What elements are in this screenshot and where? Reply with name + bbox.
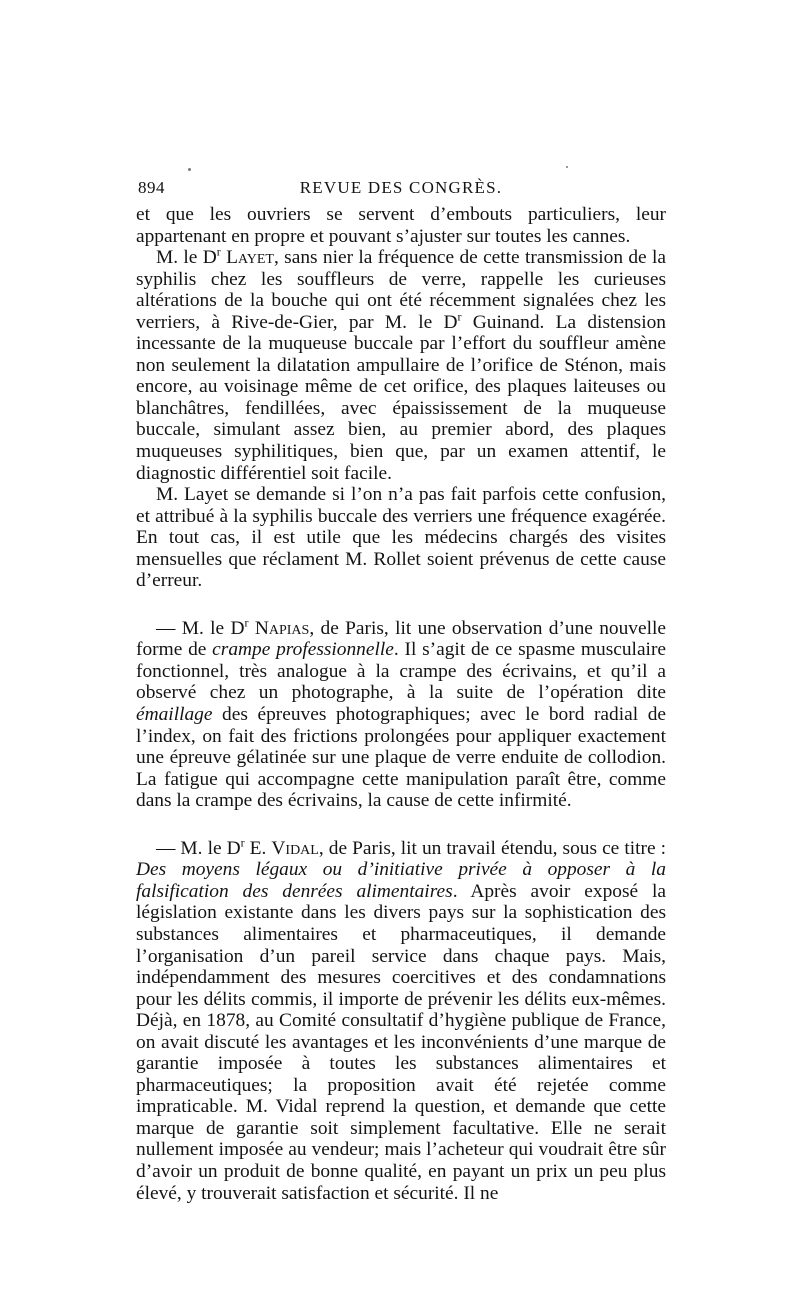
paragraph-layet-continued: M. Layet se demande si l’on n’a pas fait parfois cette confusion, et attribué à la syphilis buccale des verriers une fréquence exagérée. En tout cas, il est utile que les médecins chargés des visites mensuelles que réclament M. Rollet soient prévenus de cette cause d’erreur. [136, 484, 666, 592]
speaker-name: Napias [254, 617, 310, 639]
section-gap [136, 812, 666, 838]
scan-speck [188, 168, 191, 171]
section-gap [136, 592, 666, 618]
body-text [136, 204, 666, 1204]
paragraph-napias: — M. le $D^r$ Napias, de Paris, lit une observation d’une nouvelle forme de crampe professionnelle. Il s’agit de ce spasme musculaire fonctionnel, très analogue à la crampe des écrivains, et qu’il a observé chez un photographe, à la suite de l’opération dite émaillage des épreuves photographiques; avec le bord radial de l’index, on fait des frictions prolongées pour appliquer exactement une épreuve gélatinée sur une plaque de verre enduite de collodion. La fatigue qui accompagne cette manipulation paraît être, comme dans la crampe des écrivains, la cause de cette infirmité. [136, 615, 667, 812]
document-page [136, 178, 666, 1204]
speaker-name: Vidal [271, 837, 319, 859]
work-title: Des moyens légaux ou d’initiative privée à opposer à la falsification des denrées alimentaires [136, 859, 666, 902]
italic-term: émaillage [136, 704, 213, 726]
running-title: REVUE DES CONGRÈS. [299, 178, 503, 197]
scan-speck [566, 166, 568, 168]
paragraph-continuation: et que les ouvriers se servent d’embouts particuliers, leur appartenant en propre et pouvant s’ajuster sur toutes les cannes. [136, 204, 666, 247]
paragraph-layet: M. le $D^r$ Layet, sans nier la fréquence de cette transmission de la syphilis chez les souffleurs de verre, rappelle les curieuses altérations de la bouche qui ont été récemment signalées chez les verriers, à Rive-de-Gier, par M. le $D^r$ Guinand. La distension incessante de la muqueuse buccale par l’effort du souffleur amène non seulement la dilatation ampullaire de l’orifice de Sténon, mais encore, au voisinage même de cet orifice, des plaques laiteuses ou blanchâtres, fendillées, avec épaississement de la muqueuse buccale, simulant assez bien, au premier abord, des plaques muqueuses syphilitiques, bien que, par un examen attentif, le diagnostic différentiel soit facile. [136, 244, 667, 484]
page-header [136, 178, 666, 204]
page-number: 894 [138, 178, 165, 197]
italic-term: crampe professionnelle [212, 639, 394, 661]
paragraph-vidal: — M. le $D^r$ E. Vidal, de Paris, lit un travail étendu, sous ce titre : Des moyens légaux ou d’initiative privée à opposer à la falsification des denrées alimentaires. Après avoir exposé la législation existante dans les divers pays sur la sophistication des substances alimentaires et pharmaceutiques, il demande l’organisation d’un pareil service dans chaque pays. Mais, indépendamment des mesures coercitives et des condamnations pour les délits commis, il importe de prévenir les délits eux-mêmes. Déjà, en 1878, au Comité consultatif d’hygiène publique de France, on avait discuté les avantages et les inconvénients d’une marque de garantie imposée à toutes les substances alimentaires et pharmaceutiques; la proposition avait été rejetée comme impraticable. M. Vidal reprend la question, et demande que cette marque de garantie soit simplement facultative. Elle ne serait nullement imposée au vendeur; mais l’acheteur qui voudrait être sûr d’avoir un produit de bonne qualité, en payant un prix un peu plus élevé, y trouverait satisfaction et sécurité. Il ne [136, 835, 666, 1204]
speaker-name: Layet [226, 247, 274, 269]
